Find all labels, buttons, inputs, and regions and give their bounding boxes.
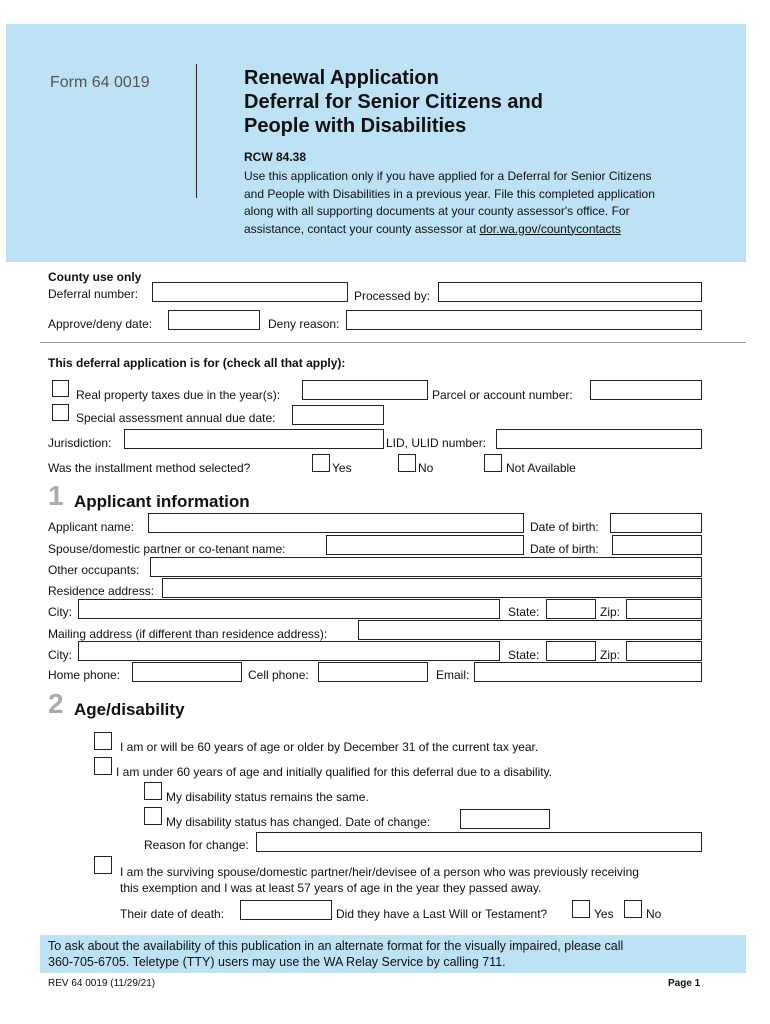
residence-address-field[interactable]	[162, 578, 702, 598]
deferral-heading: This deferral application is for (check all that apply):	[48, 356, 346, 370]
will-no-checkbox[interactable]	[624, 900, 642, 918]
applicant-name-label: Applicant name:	[48, 520, 135, 534]
disability-checkbox[interactable]	[94, 757, 112, 775]
residence-address-label: Residence address:	[48, 584, 155, 598]
home-phone-field[interactable]	[132, 662, 242, 682]
spouse-dob-field[interactable]	[612, 535, 702, 555]
deny-reason-field[interactable]	[346, 310, 702, 330]
reason-for-change-field[interactable]	[256, 832, 702, 852]
other-occupants-field[interactable]	[150, 557, 702, 577]
form-title	[244, 66, 644, 138]
spouse-dob-label: Date of birth:	[530, 542, 599, 556]
status-same-checkbox[interactable]	[144, 782, 162, 800]
section-1-title: Applicant information	[74, 492, 250, 511]
status-same-label: My disability status remains the same.	[166, 790, 369, 804]
city-label: City:	[48, 605, 72, 619]
mailing-zip-label: Zip:	[600, 648, 621, 662]
installment-not-available-label: Not Available	[506, 461, 576, 475]
zip-field[interactable]	[626, 599, 702, 619]
real-property-label: Real property taxes due in the year(s):	[76, 388, 281, 402]
will-question-label: Did they have a Last Will or Testament?	[336, 907, 548, 921]
notice-line-2: 360-705-6705. Teletype (TTY) users may use the WA Relay Service by calling 711.	[48, 955, 506, 969]
email-field[interactable]	[474, 662, 702, 682]
processed-by-label: Processed by:	[354, 289, 431, 303]
intro-text	[244, 168, 664, 238]
title-line-1: Renewal Application	[244, 67, 439, 89]
will-yes-label: Yes	[594, 907, 614, 921]
date-of-birth-label: Date of birth:	[530, 520, 599, 534]
disability-option-label: I am under 60 years of age and initially qualified for this deferral due to a disability.	[116, 765, 553, 779]
cell-phone-label: Cell phone:	[248, 668, 309, 682]
section-2-title: Age/disability	[74, 700, 185, 719]
real-property-checkbox[interactable]	[52, 380, 69, 397]
special-assessment-date-field[interactable]	[292, 405, 384, 425]
installment-yes-label: Yes	[332, 461, 352, 475]
installment-not-available-checkbox[interactable]	[484, 454, 502, 472]
date-of-death-field[interactable]	[240, 900, 332, 920]
mailing-address-label: Mailing address (if different than residence address):	[48, 627, 328, 641]
age-option-label: I am or will be 60 years of age or older by December 31 of the current tax year.	[120, 740, 539, 754]
mailing-state-field[interactable]	[546, 641, 596, 661]
approve-deny-date-label: Approve/deny date:	[48, 317, 153, 331]
accessibility-notice	[48, 938, 738, 970]
installment-yes-checkbox[interactable]	[312, 454, 330, 472]
spouse-name-label: Spouse/domestic partner or co-tenant name:	[48, 542, 286, 556]
applicant-dob-field[interactable]	[610, 513, 702, 533]
intro-body: Use this application only if you have applied for a Deferral for Senior Citizens and People with Disabilities in a previous year. File this completed application along with all supporting documents at your county assessor's office. For assistance, contact your county assessor at	[244, 169, 655, 236]
rcw-reference: RCW 84.38	[244, 150, 307, 164]
mailing-state-label: State:	[508, 648, 540, 662]
lid-label: LID, ULID number:	[386, 436, 487, 450]
divider	[40, 342, 746, 343]
special-assessment-checkbox[interactable]	[52, 404, 69, 421]
special-assessment-label: Special assessment annual due date:	[76, 411, 276, 425]
deny-reason-label: Deny reason:	[268, 317, 340, 331]
mailing-zip-field[interactable]	[626, 641, 702, 661]
real-property-years-field[interactable]	[302, 380, 428, 400]
parcel-label: Parcel or account number:	[432, 388, 573, 402]
jurisdiction-label: Jurisdiction:	[48, 436, 112, 450]
mailing-city-label: City:	[48, 648, 72, 662]
lid-number-field[interactable]	[496, 429, 702, 449]
zip-label: Zip:	[600, 605, 621, 619]
reason-for-change-label: Reason for change:	[144, 838, 249, 852]
revision-number: REV 64 0019 (11/29/21)	[48, 978, 156, 989]
parcel-number-field[interactable]	[590, 380, 702, 400]
cell-phone-field[interactable]	[318, 662, 428, 682]
other-occupants-label: Other occupants:	[48, 563, 140, 577]
deferral-number-field[interactable]	[152, 282, 348, 302]
will-no-label: No	[646, 907, 662, 921]
surviving-spouse-checkbox[interactable]	[94, 856, 112, 874]
city-field[interactable]	[78, 599, 500, 619]
page-number: Page 1	[668, 978, 701, 989]
status-changed-label: My disability status has changed. Date of change:	[166, 815, 431, 829]
home-phone-label: Home phone:	[48, 668, 121, 682]
county-use-heading: County use only	[48, 270, 142, 284]
installment-question: Was the installment method selected?	[48, 461, 251, 475]
title-line-3: People with Disabilities	[244, 115, 467, 137]
email-label: Email:	[436, 668, 470, 682]
surviving-line-2: this exemption and I was at least 57 years of age in the year they passed away.	[120, 881, 542, 895]
approve-deny-date-field[interactable]	[168, 310, 260, 330]
section-1-number: 1	[48, 480, 64, 511]
surviving-line-1: I am the surviving spouse/domestic partner/heir/devisee of a person who was previously receiving	[120, 865, 639, 879]
applicant-name-field[interactable]	[148, 513, 524, 533]
date-of-change-field[interactable]	[460, 809, 550, 829]
county-contacts-link[interactable]: dor.wa.gov/countycontacts	[479, 221, 621, 236]
form-number: Form 64 0019	[50, 74, 150, 91]
mailing-city-field[interactable]	[78, 641, 500, 661]
installment-no-label: No	[418, 461, 434, 475]
will-yes-checkbox[interactable]	[572, 900, 590, 918]
state-label: State:	[508, 605, 540, 619]
processed-by-field[interactable]	[438, 282, 702, 302]
age-checkbox[interactable]	[94, 732, 112, 750]
state-field[interactable]	[546, 599, 596, 619]
notice-line-1: To ask about the availability of this publication in an alternate format for the visually impaired, please call	[48, 939, 624, 953]
installment-no-checkbox[interactable]	[398, 454, 416, 472]
spouse-name-field[interactable]	[326, 535, 524, 555]
status-changed-checkbox[interactable]	[144, 807, 162, 825]
jurisdiction-field[interactable]	[124, 429, 384, 449]
header-divider	[196, 64, 197, 198]
title-line-2: Deferral for Senior Citizens and	[244, 91, 543, 113]
mailing-address-field[interactable]	[358, 620, 702, 640]
section-2-number: 2	[48, 688, 64, 719]
deferral-number-label: Deferral number:	[48, 287, 139, 301]
date-of-death-label: Their date of death:	[120, 907, 225, 921]
